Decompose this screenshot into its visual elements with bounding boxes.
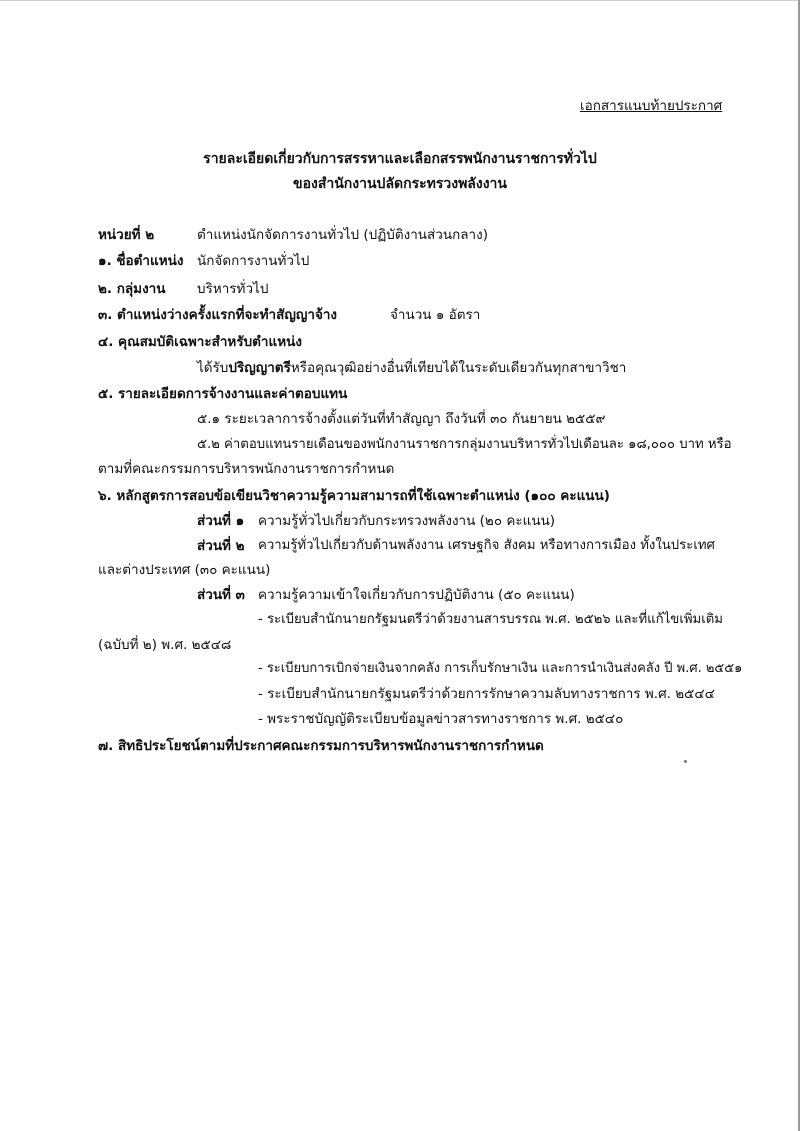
section-4-text-after: หรือคุณวุฒิอย่างอื่นที่เทียบได้ในระดับเดียวกันทุกสาขาวิชา	[290, 360, 627, 376]
regulation-3: - ระเบียบสำนักนายกรัฐมนตรีว่าด้วยการรักษาความลับทางราชการ พ.ศ. ๒๕๔๔	[258, 686, 715, 702]
regulation-1-line-2: (ฉบับที่ ๒) พ.ศ. ๒๕๔๘	[98, 637, 232, 653]
part-1-text: ความรู้ทั่วไปเกี่ยวกับกระทรวงพลังงาน (๒๐ คะแนน)	[258, 513, 556, 529]
unit-label: หน่วยที่ ๒	[98, 227, 155, 243]
part-2-label: ส่วนที่ ๒	[197, 538, 245, 554]
section-5-label: ๕. รายละเอียดการจ้างงานและค่าตอบแทน	[98, 386, 348, 402]
part-3-label: ส่วนที่ ๓	[197, 587, 245, 603]
section-7-label: ๗. สิทธิประโยชน์ตามที่ประกาศคณะกรรมการบริหารพนักงานราชการกำหนด	[98, 738, 544, 754]
section-5-item-2-line-1: ๕.๒ ค่าตอบแทนรายเดือนของพนักงานราชการกลุ่มงานบริหารทั่วไปเดือนละ ๑๘,๐๐๐ บาท หรือ	[197, 437, 732, 452]
section-4-text-degree: ปริญญาตรี	[228, 360, 291, 376]
regulation-4: - พระราชบัญญัติระเบียบข้อมูลข่าวสารทางราชการ พ.ศ. ๒๕๔๐	[258, 711, 624, 727]
title-line-1: รายละเอียดเกี่ยวกับการสรรหาและเลือกสรรพนักงานราชการทั่วไป	[203, 151, 597, 167]
section-1-label: ๑. ชื่อตำแหน่ง	[98, 253, 184, 269]
part-2-text-line-2: และต่างประเทศ (๓๐ คะแนน)	[98, 562, 271, 578]
attachment-note: เอกสารแนบท้ายประกาศ	[580, 98, 723, 114]
unit-value: ตำแหน่งนักจัดการงานทั่วไป (ปฏิบัติงานส่วนกลาง)	[197, 227, 488, 243]
section-1-value: นักจัดการงานทั่วไป	[197, 253, 310, 269]
section-5-item-1: ๕.๑ ระยะเวลาการจ้างตั้งแต่วันที่ทำสัญญา ถึงวันที่ ๓๐ กันยายน ๒๕๕๙	[197, 411, 606, 427]
part-2-text-line-1: ความรู้ทั่วไปเกี่ยวกับด้านพลังงาน เศรษฐกิจ สังคม หรือทางการเมือง ทั้งในประเทศ	[258, 538, 715, 553]
regulation-2: - ระเบียบการเบิกจ่ายเงินจากคลัง การเก็บรักษาเงิน และการนำเงินส่งคลัง ปี พ.ศ. ๒๕๕๑	[258, 661, 743, 676]
section-4-label: ๔. คุณสมบัติเฉพาะสำหรับตำแหน่ง	[98, 334, 302, 350]
section-4-text	[197, 359, 626, 377]
regulation-1-line-1: - ระเบียบสำนักนายกรัฐมนตรีว่าด้วยงานสารบรรณ พ.ศ. ๒๕๒๖ และที่แก้ไขเพิ่มเติม	[258, 612, 723, 627]
title-line-2: ของสำนักงานปลัดกระทรวงพลังงาน	[293, 176, 507, 192]
section-5-item-2-line-2: ตามที่คณะกรรมการบริหารพนักงานราชการกำหนด	[98, 461, 395, 477]
section-4-text-before: ได้รับ	[197, 360, 229, 376]
scan-edge	[0, 0, 800, 1]
section-6-label: ๖. หลักสูตรการสอบข้อเขียนวิชาความรู้ความสามารถที่ใช้เฉพาะตำแหน่ง (๑๐๐ คะแนน)	[98, 488, 610, 504]
section-2-value: บริหารทั่วไป	[197, 281, 269, 297]
section-2-label: ๒. กลุ่มงาน	[98, 281, 166, 297]
part-1-label: ส่วนที่ ๑	[197, 513, 245, 529]
part-3-text: ความรู้ความเข้าใจเกี่ยวกับการปฏิบัติงาน (๕๐ คะแนน)	[258, 587, 575, 603]
section-3-label: ๓. ตำแหน่งว่างครั้งแรกที่จะทำสัญญาจ้าง	[98, 307, 338, 323]
section-3-value: จำนวน ๑ อัตรา	[390, 307, 481, 323]
scan-speck	[684, 760, 687, 763]
